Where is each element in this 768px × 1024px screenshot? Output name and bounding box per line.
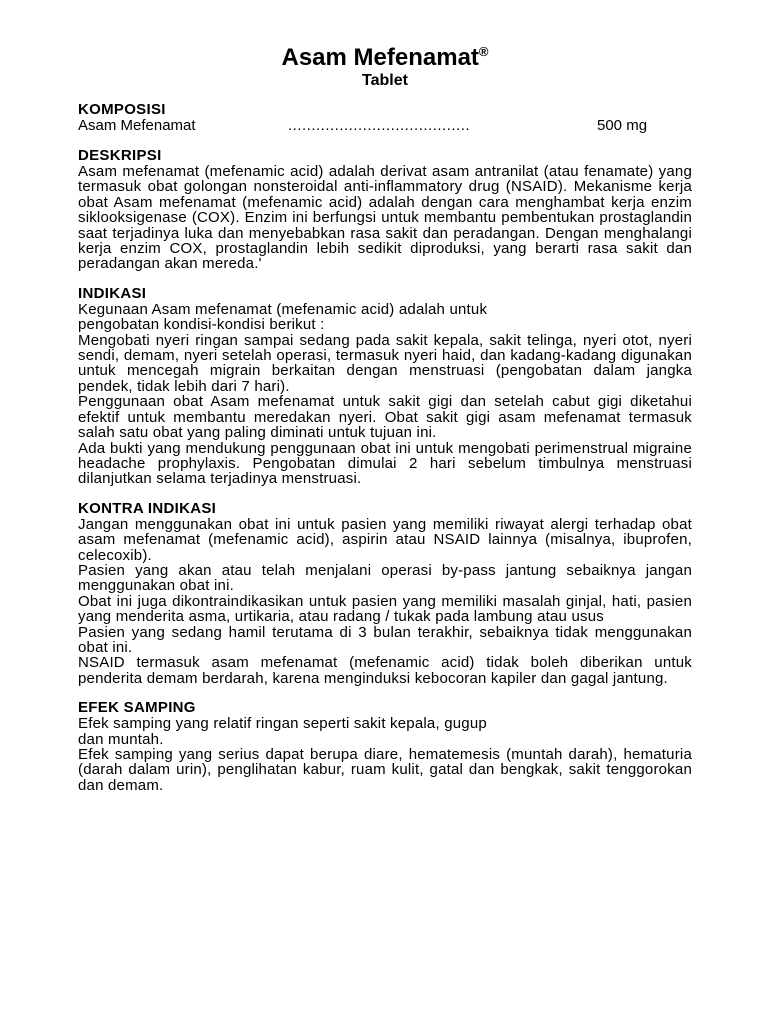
composition-dose: 500 mg [597,117,648,134]
section-komposisi [78,102,692,134]
title-text: Asam Mefenamat [281,44,479,71]
section-indikasi [78,286,692,487]
deskripsi-paragraph: Asam mefenamat (mefenamic acid) adalah derivat asam antranilat (atau fenamate) yang termasuk obat golongan nonsteroidal anti-inflammatory drug (NSAID). Mekanisme kerja obat Asam mefenamat (mefenamic acid) adalah dengan cara menghambat kerja enzim siklooksigenase (COX). Enzim ini berfungsi untuk membantu pembentukan prostaglandin saat terjadinya luka dan menyebabkan rasa sakit dan peradangan. Dengan menghalangi kerja enzim COX, prostaglandin lebih sedikit diproduksi, yang berarti rasa sakit dan peradangan akan mereda.' [78,163,692,273]
indikasi-paragraph-2: Mengobati nyeri ringan sampai sedang pada sakit kepala, sakit telinga, nyeri otot, nyeri sendi, demam, nyeri setelah operasi, termasuk nyeri haid, dan kadang-kadang digunakan untuk mencegah migrain berkaitan dengan menstruasi (pengobatan dalam jangka pendek, tidak lebih dari 7 hari). [78,331,692,395]
heading-deskripsi: DESKRIPSI [78,147,162,164]
kontra-paragraph-2: Pasien yang akan atau telah menjalani operasi by-pass jantung sebaiknya jangan menggunakan obat ini. [78,561,692,595]
heading-efek-samping: EFEK SAMPING [78,699,196,717]
section-efek-samping [78,700,692,793]
heading-komposisi: KOMPOSISI [78,101,166,118]
document-subtitle: Tablet [362,72,408,89]
kontra-paragraph-1: Jangan menggunakan obat ini untuk pasien yang memiliki riwayat alergi terhadap obat asam mefenamat (mefenamic acid), aspirin atau NSAID lainnya (misalnya, ibuprofen, celecoxib). [78,515,692,564]
kontra-paragraph-5: NSAID termasuk asam mefenamat (mefenamic acid) tidak boleh diberikan untuk penderita demam berdarah, karena menginduksi kebocoran kapiler dan gagal jantung. [78,654,692,687]
indikasi-paragraph-3: Penggunaan obat Asam mefenamat untuk sakit gigi dan setelah cabut gigi diketahui efektif untuk membantu meredakan nyeri. Obat sakit gigi asam mefenamat termasuk salah satu obat yang paling diminati untuk tujuan ini. [78,393,692,442]
indikasi-paragraph-1b: pengobatan kondisi-kondisi berikut : [78,316,325,334]
section-deskripsi [78,148,692,272]
indikasi-paragraph-4: Ada bukti yang mendukung penggunaan obat ini untuk mengobati perimenstrual migraine headache prophylaxis. Pengobatan dimulai 2 hari sebelum timbulnya menstruasi dilanjutkan selama terjadinya menstruasi. [78,439,692,488]
composition-row [78,118,692,134]
registered-mark: ® [478,44,489,59]
section-kontra-indikasi [78,501,692,686]
kontra-paragraph-4: Pasien yang sedang hamil terutama di 3 bulan terakhir, sebaiknya tidak menggunakan obat ini. [78,623,692,656]
efek-paragraph-1b: dan muntah. [78,730,164,748]
composition-name: Asam Mefenamat [78,117,196,134]
composition-leader-dots: ....................................... [288,117,471,134]
kontra-paragraph-3: Obat ini juga dikontraindikasikan untuk pasien yang memiliki masalah ginjal, hati, pasien yang menderita asma, urtikaria, atau radang / tukak pada lambung atau usus [78,592,692,626]
efek-paragraph-1: Efek samping yang relatif ringan seperti sakit kepala, gugup [78,715,487,733]
document-page [78,44,692,807]
efek-paragraph-2: Efek samping yang serius dapat berupa diare, hematemesis (muntah darah), hematuria (darah dalam urin), penglihatan kabur, ruam kulit, gatal dan bengkak, sakit tenggorokan dan demam. [78,746,692,794]
indikasi-paragraph-1: Kegunaan Asam mefenamat (mefenamic acid) adalah untuk [78,300,488,318]
document-title [78,44,692,72]
heading-indikasi: INDIKASI [78,284,147,302]
heading-kontra-indikasi: KONTRA INDIKASI [78,499,217,517]
